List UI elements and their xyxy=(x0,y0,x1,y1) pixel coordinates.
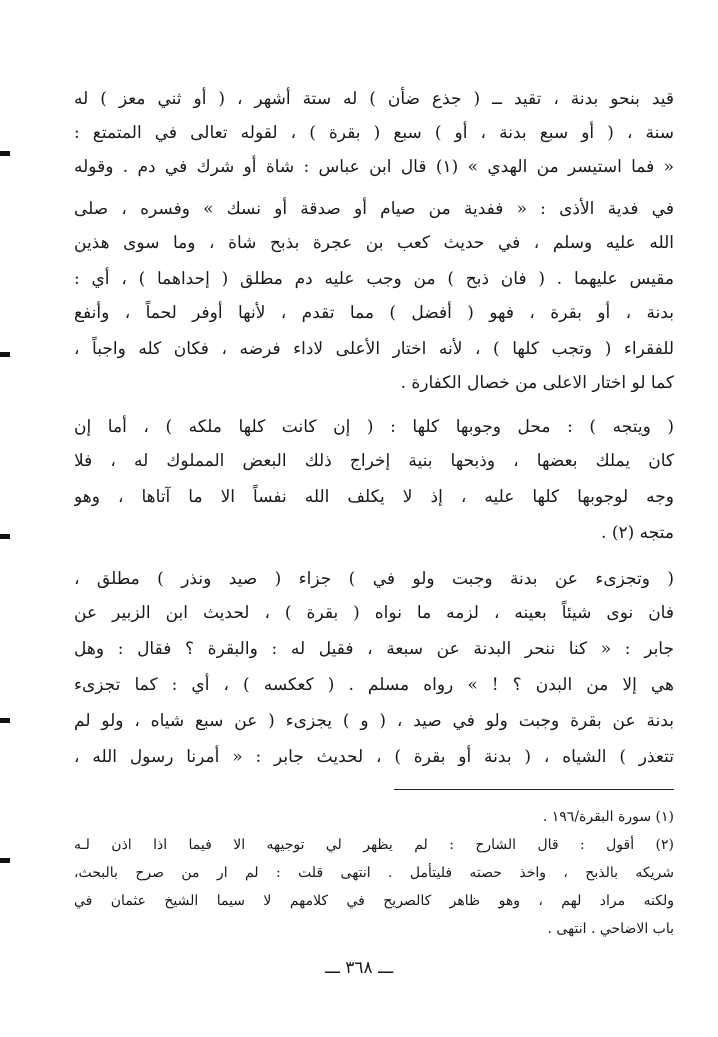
text-line: تتعذر ) الشياه ، ( بدنة أو بقرة ) ، لحديث جابر : « أمرنا رسول الله ، xyxy=(74,747,674,767)
footnote-line: (٢) أقول : قال الشارح : لم يظهر لي توجيهه الا فيما اذا اذن لـه xyxy=(74,837,674,853)
text-line: « فما استيسر من الهدي » (١) قال ابن عباس : شاة أو شرك في دم . وقوله xyxy=(74,157,674,177)
page-number: ـــ ٣٦٨ ـــ xyxy=(324,958,394,978)
footnote-line: ولكنه مراد لهم ، وهو ظاهر كالصريح في كلامهم لا سيما الشيخ عثمان في xyxy=(74,893,674,909)
text-line: كان يملك بعضها ، وذبحها بنية إخراج ذلك البعض المملوك له ، فلا xyxy=(74,451,674,471)
text-line: متجه (٢) . xyxy=(601,523,674,543)
text-line: هي إلا من البدن ؟ ! » رواه مسلم . ( كعكسه ) ، أي : كما تجزىء xyxy=(74,675,674,695)
scan-edge-mark xyxy=(0,858,10,863)
text-line: وجه لوجوبها كلها عليه ، إذ لا يكلف الله نفساً الا ما آتاها ، وهو xyxy=(74,487,674,507)
footnote-line: شريكه بالذبح ، واخذ حصته فليتأمل . انتهى قلت : لم ار من صرح بالبحث، xyxy=(74,865,674,881)
text-line: بدنة ، أو بقرة ، فهو ( أفضل ) مما تقدم ، لأنها أوفر لحماً ، وأنفع xyxy=(74,303,674,323)
text-line: ( ويتجه ) : محل وجوبها كلها : ( إن كانت كلها ملكه ) ، أما إن xyxy=(74,417,674,437)
scan-edge-mark xyxy=(0,534,10,539)
text-line: جابر : « كنا ننحر البدنة عن سبعة ، فقيل له : والبقرة ؟ فقال : وهل xyxy=(74,639,674,659)
text-line: للفقراء ( وتجب كلها ) ، لأنه اختار الأعلى لاداء فرضه ، فكان كله واجباً ، xyxy=(74,339,674,359)
scan-edge-mark xyxy=(0,352,10,357)
text-line: الله عليه وسلم ، في حديث كعب بن عجرة بذبح شاة ، وما سوى هذين xyxy=(74,233,674,253)
text-line: فان نوى شيئاً بعينه ، لزمه ما نواه ( بقرة ) ، لحديث ابن الزبير عن xyxy=(74,603,674,623)
text-line: في فدية الأذى : « ففدية من صيام أو صدقة أو نسك » وفسره ، صلى xyxy=(74,199,674,219)
text-line: قيد بنحو بدنة ، تقيد ــ ( جذع ضأن ) له ستة أشهر ، ( أو ثني معز ) له xyxy=(74,89,674,109)
scan-edge-mark xyxy=(0,151,10,156)
footnote-separator xyxy=(394,789,674,790)
scan-edge-mark xyxy=(0,718,10,723)
footnote-line: (١) سورة البقرة/١٩٦ . xyxy=(542,809,674,825)
text-line: مقيس عليهما . ( فان ذبح ) من وجب عليه دم مطلق ( إحداهما ) ، أي : xyxy=(74,269,674,289)
text-line: ( وتجزىء عن بدنة وجبت ولو في ) جزاء ( صيد ونذر ) مطلق ، xyxy=(74,569,674,589)
text-line: بدنة عن بقرة وجبت ولو في صيد ، ( و ) يجزىء ( عن سبع شياه ، ولو لم xyxy=(74,711,674,731)
footnote-line: باب الاضاحي . انتهى . xyxy=(547,921,674,937)
text-line: كما لو اختار الاعلى من خصال الكفارة . xyxy=(400,373,674,393)
text-line: سنة ، ( أو سبع بدنة ، أو ) سبع ( بقرة ) ، لقوله تعالى في المتمتع : xyxy=(74,123,674,143)
